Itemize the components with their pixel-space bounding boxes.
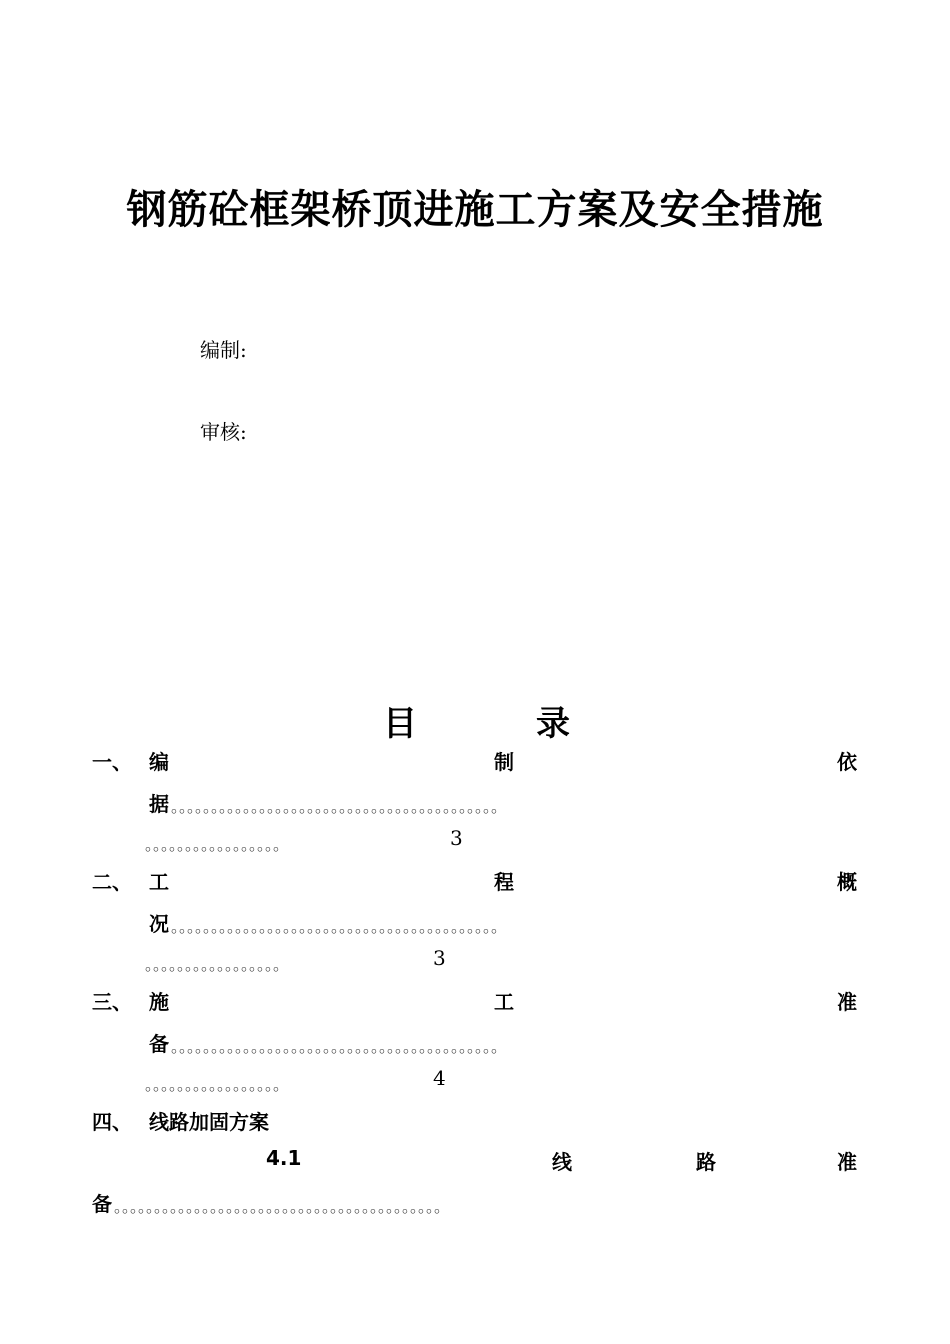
toc-entry-1-tail: 据 [149,792,169,816]
toc-entry-4-number: 四、 [92,1110,132,1134]
toc-entry-1-page: 3 [450,826,463,850]
toc-sub-4-1-char-3: 准 [837,1150,857,1174]
document-title: 钢筋砼框架桥顶进施工方案及安全措施 [126,187,824,233]
toc-entry-2-number: 二、 [92,870,132,894]
toc-heading-char-1: 目 [383,704,417,744]
toc-entry-2-char-3: 概 [837,870,857,894]
reviewed-by-label: 审核: [200,420,247,444]
toc-entry-3-char-2: 工 [494,990,514,1014]
toc-sub-4-1-leader: 。。。。。。。。。。。。。。。。。。。。。。。。。。。。。。。。。。。。。。。。。 [114,1197,451,1216]
toc-entry-3-char-1: 施 [149,990,169,1014]
toc-entry-2-page: 3 [433,946,446,970]
toc-sub-4-1-number: 4.1 [266,1146,302,1170]
toc-entry-3-char-3: 准 [837,990,857,1014]
toc-entry-3-leader-2: 。。。。。。。。。。。。。。。。。 [145,1075,290,1094]
toc-sub-4-1-char-2: 路 [696,1150,716,1174]
toc-entry-1-char-2: 制 [494,750,514,774]
toc-entry-3-tail: 备 [149,1032,169,1056]
toc-sub-4-1-char-1: 线 [552,1150,572,1174]
toc-entry-2-char-2: 程 [494,870,514,894]
compiled-by-label: 编制: [200,338,247,362]
toc-entry-1-char-3: 依 [837,750,857,774]
toc-entry-3-number: 三、 [92,990,132,1014]
toc-entry-2-leader: 。。。。。。。。。。。。。。。。。。。。。。。。。。。。。。。。。。。。。。。。。 [171,917,508,936]
toc-entry-3-page: 4 [433,1066,446,1090]
toc-entry-4-label: 线路加固方案 [149,1110,269,1134]
toc-entry-1-leader: 。。。。。。。。。。。。。。。。。。。。。。。。。。。。。。。。。。。。。。。。。 [171,797,508,816]
toc-entry-3-leader: 。。。。。。。。。。。。。。。。。。。。。。。。。。。。。。。。。。。。。。。。。 [171,1037,508,1056]
toc-sub-4-1-tail: 备 [92,1192,112,1216]
toc-entry-1-number: 一、 [92,750,132,774]
toc-entry-2-leader-2: 。。。。。。。。。。。。。。。。。 [145,955,290,974]
toc-heading-char-2: 录 [536,704,570,744]
toc-entry-2-char-1: 工 [149,870,169,894]
toc-entry-1-char-1: 编 [149,750,169,774]
toc-entry-1-leader-2: 。。。。。。。。。。。。。。。。。 [145,835,290,854]
toc-entry-2-tail: 况 [149,912,169,936]
